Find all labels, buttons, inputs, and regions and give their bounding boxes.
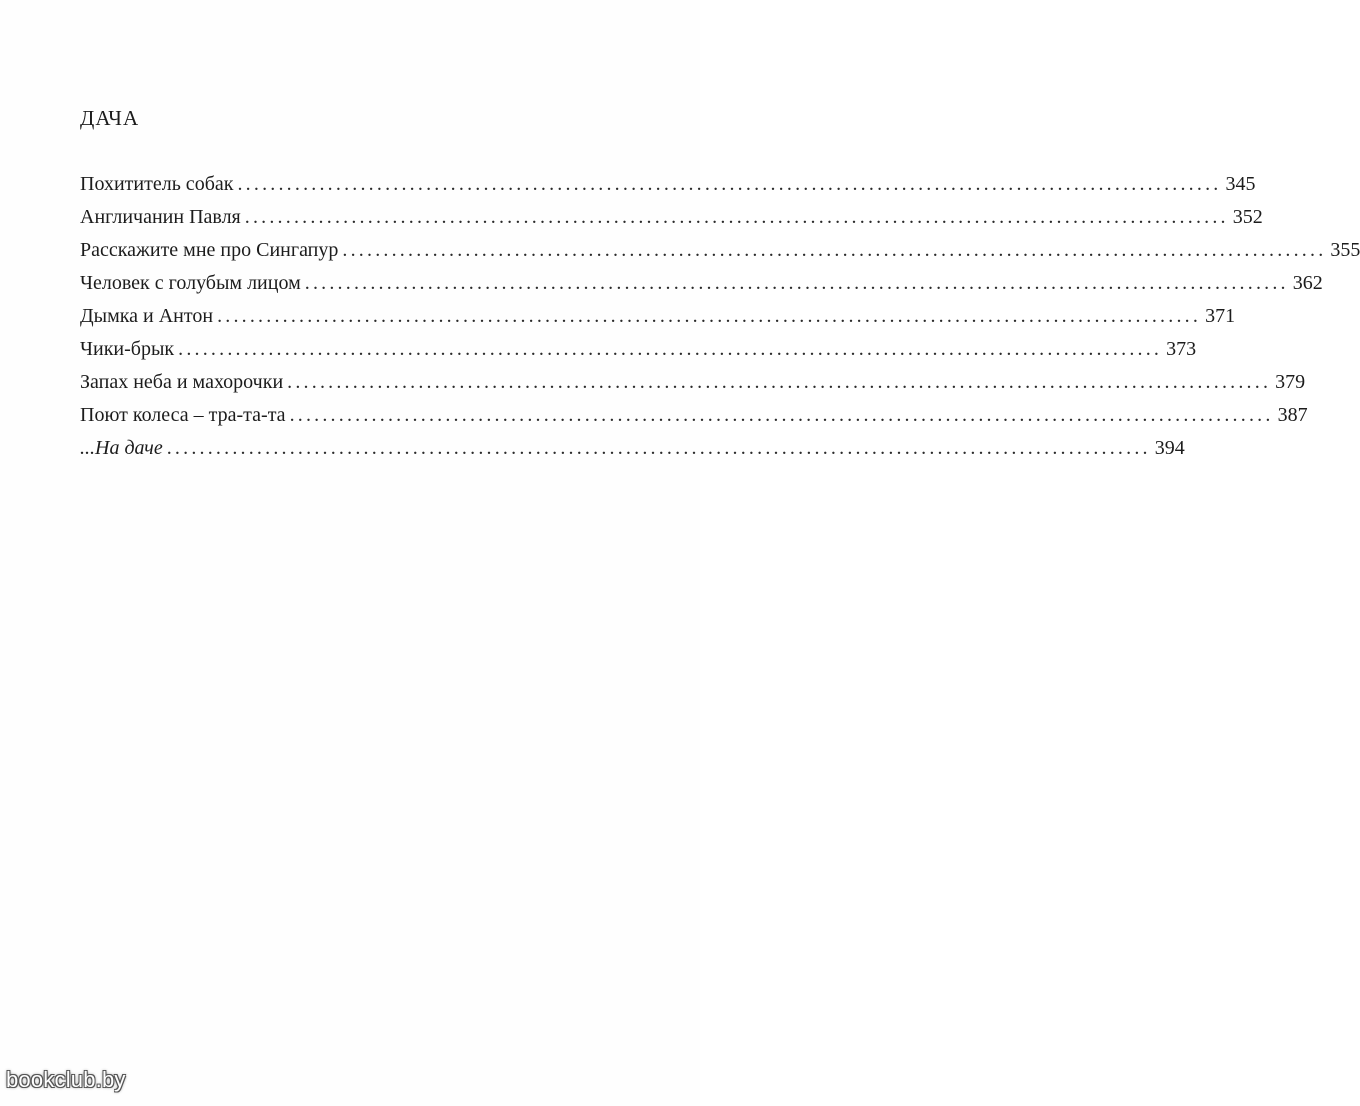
toc-entry-title: Запах неба и махорочки	[80, 371, 284, 393]
toc-dot-leader: ........................................................................................................................	[287, 371, 1272, 393]
toc-dot-leader: ........................................................................................................................	[237, 173, 1222, 195]
toc-entry[interactable]	[80, 201, 1263, 234]
toc-entry-title: Человек с голубым лицом	[80, 272, 301, 294]
toc-entry-title: Чики-брык	[80, 338, 175, 360]
toc-entry[interactable]	[80, 267, 1323, 300]
toc-entry-title: Дымка и Антон	[80, 305, 214, 327]
toc-entry[interactable]	[80, 432, 1185, 465]
toc-entry-page: 387	[1277, 404, 1308, 426]
toc-entry-page: 355	[1330, 239, 1360, 261]
toc-entry[interactable]	[80, 399, 1308, 432]
toc-entry-title: Похититель собак	[80, 173, 234, 195]
toc-entry-page: 379	[1275, 371, 1306, 393]
toc-entry-title: Расскажите мне про Сингапур	[80, 239, 339, 261]
toc-dot-leader: ........................................................................................................................	[166, 437, 1151, 459]
toc-entry-page: 362	[1292, 272, 1323, 294]
watermark-logo: bookclub.by	[6, 1067, 126, 1092]
toc-entry[interactable]	[80, 300, 1236, 333]
table-of-contents	[80, 168, 1360, 465]
toc-dot-leader: ........................................................................................................................	[217, 305, 1202, 327]
toc-entry[interactable]	[80, 168, 1256, 201]
section-title: ДАЧА	[80, 106, 140, 130]
toc-entry[interactable]	[80, 366, 1306, 399]
toc-dot-leader: ........................................................................................................................	[289, 404, 1274, 426]
toc-dot-leader: ........................................................................................................................	[342, 239, 1327, 261]
toc-entry-title: ...На даче	[80, 437, 163, 459]
toc-dot-leader: ........................................................................................................................	[244, 206, 1229, 228]
toc-entry-page: 373	[1166, 338, 1197, 360]
toc-entry-page: 371	[1205, 305, 1236, 327]
toc-dot-leader: ........................................................................................................................	[178, 338, 1163, 360]
toc-entry-title: Поют колеса – тра-та-та	[80, 404, 286, 426]
toc-entry-page: 394	[1154, 437, 1185, 459]
toc-dot-leader: ........................................................................................................................	[304, 272, 1289, 294]
toc-entry-page: 352	[1232, 206, 1263, 228]
toc-entry-title: Англичанин Павля	[80, 206, 241, 228]
toc-entry[interactable]	[80, 234, 1360, 267]
toc-entry-page: 345	[1225, 173, 1256, 195]
toc-entry[interactable]	[80, 333, 1197, 366]
